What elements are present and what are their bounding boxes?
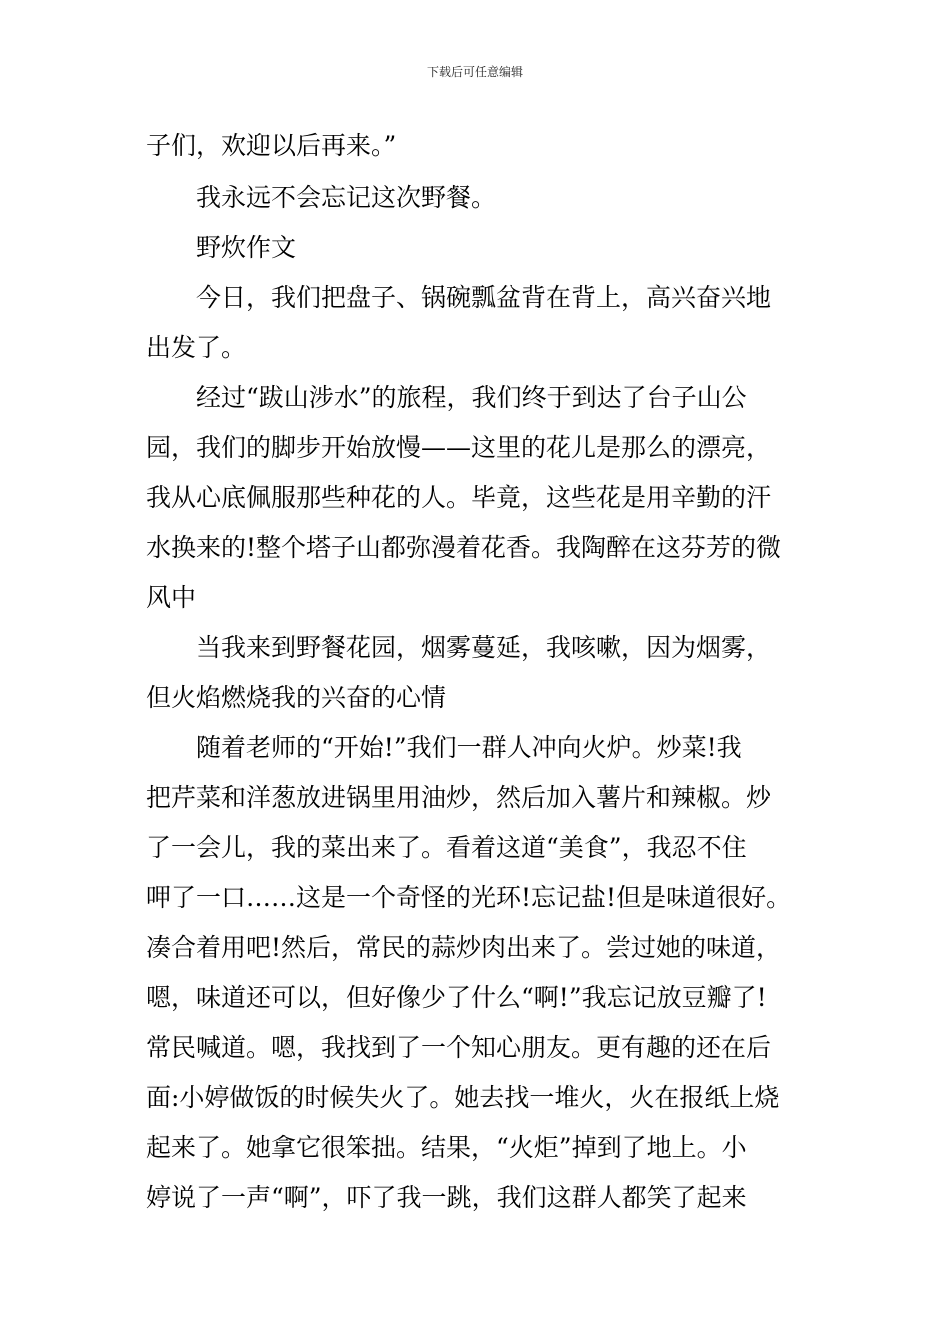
body-line: 园，我们的脚步开始放慢——这里的花儿是那么的漂亮， xyxy=(146,433,772,462)
body-line: 我从心底佩服那些种花的人。毕竟，这些花是用辛勤的汗 xyxy=(146,483,772,512)
body-line: 面:小婷做饭的时候失火了。她去找一堆火，火在报纸上烧 xyxy=(146,1083,780,1112)
body-line: 起来了。她拿它很笨拙。结果，“火炬”掉到了地上。小 xyxy=(146,1133,747,1162)
body-line: 水换来的!整个塔子山都弥漫着花香。我陶醉在这芬芳的微 xyxy=(146,533,782,562)
body-line: 凑合着用吧!然后，常民的蒜炒肉出来了。尝过她的味道， xyxy=(146,933,782,962)
body-line: 嗯，味道还可以，但好像少了什么“啊!”我忘记放豆瓣了! xyxy=(146,983,767,1012)
body-line: 随着老师的“开始!”我们一群人冲向火炉。炒菜!我 xyxy=(196,733,742,762)
body-line: 但火焰燃烧我的兴奋的心情 xyxy=(146,683,447,712)
body-line: 子们，欢迎以后再来。” xyxy=(146,131,397,160)
body-line: 婷说了一声“啊”，吓了我一跳，我们这群人都笑了起来 xyxy=(146,1183,747,1212)
body-line: 经过“跋山涉水”的旅程，我们终于到达了台子山公 xyxy=(196,383,747,412)
body-line: 我永远不会忘记这次野餐。 xyxy=(196,183,497,212)
body-line: 呷了一口……这是一个奇怪的光环!忘记盐!但是味道很好。 xyxy=(146,883,792,912)
body-line: 野炊作文 xyxy=(196,233,297,262)
body-line: 出发了。 xyxy=(146,333,247,362)
body-line: 今日，我们把盘子、锅碗瓢盆背在背上，高兴奋兴地 xyxy=(196,283,772,312)
body-line: 常民喊道。嗯，我找到了一个知心朋友。更有趣的还在后 xyxy=(146,1033,772,1062)
body-line: 了一会儿，我的菜出来了。看着这道“美食”，我忍不住 xyxy=(146,833,747,862)
body-line: 当我来到野餐花园，烟雾蔓延，我咳嗽，因为烟雾， xyxy=(196,633,772,662)
body-line: 风中 xyxy=(146,583,197,612)
page-header: 下载后可任意编辑 xyxy=(426,65,523,79)
body-line: 把芹菜和洋葱放进锅里用油炒，然后加入薯片和辣椒。炒 xyxy=(146,783,772,812)
